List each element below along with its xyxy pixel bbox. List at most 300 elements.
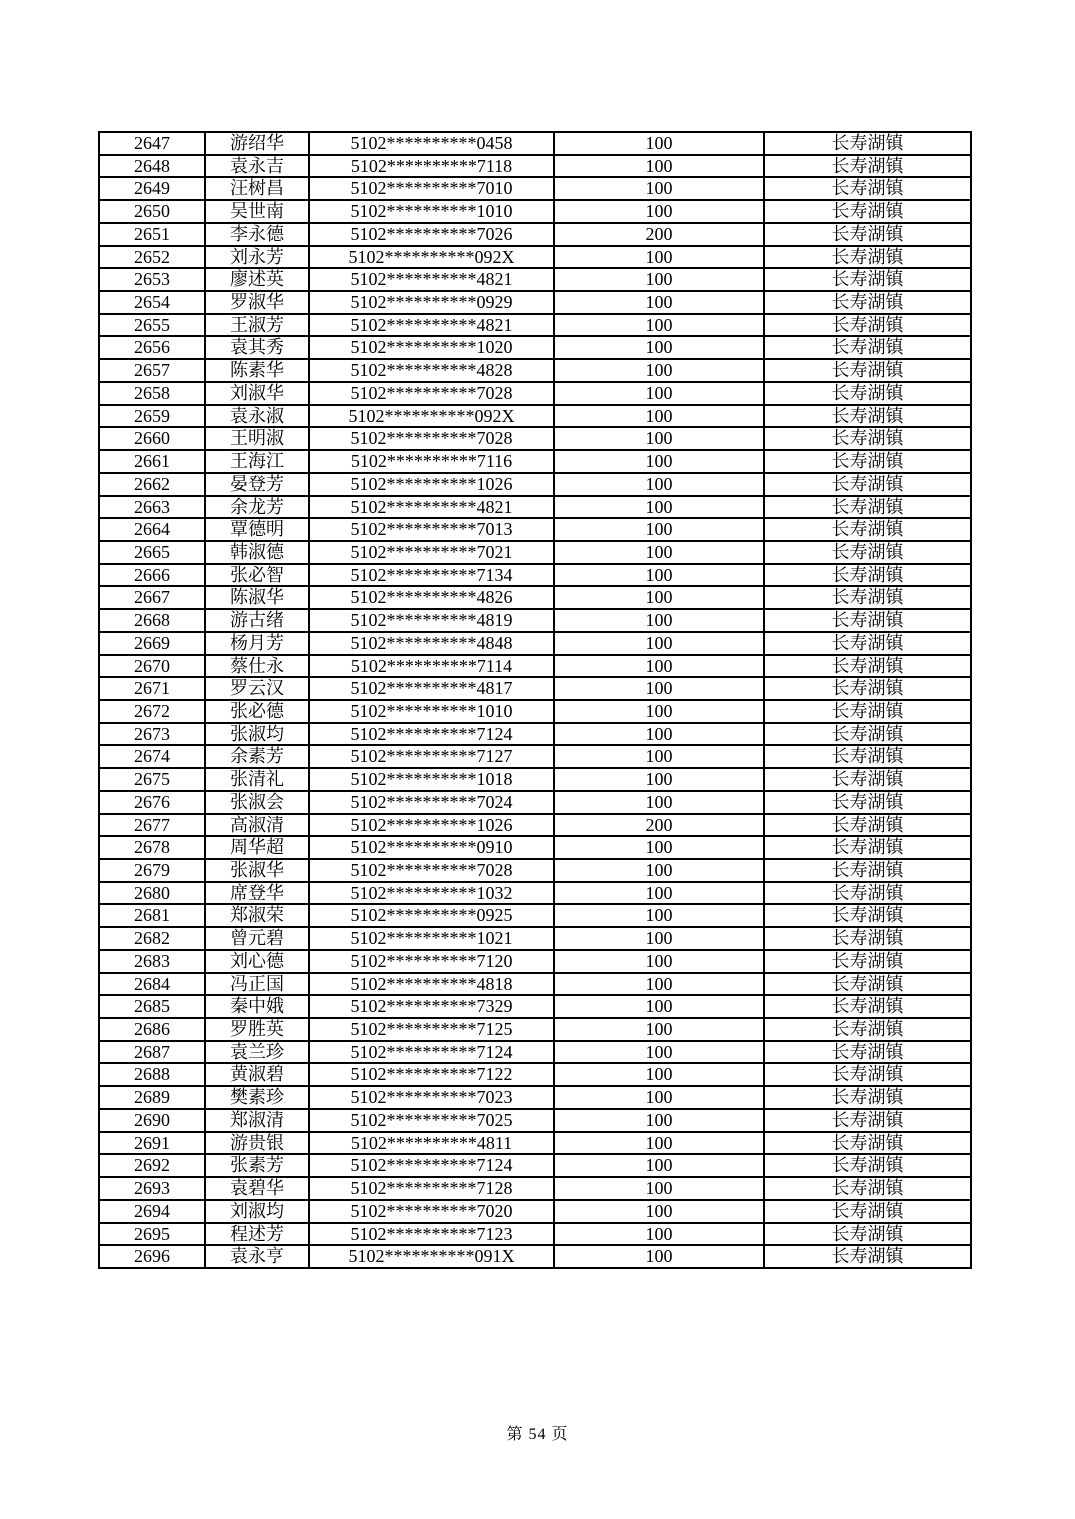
- cell-town-name: 长寿湖镇: [764, 1132, 971, 1155]
- cell-town-name: 长寿湖镇: [764, 609, 971, 632]
- cell-amount: 100: [554, 541, 764, 564]
- cell-id-number-masked: 5102**********7118: [309, 155, 554, 178]
- cell-id-number-masked: 5102**********7023: [309, 1086, 554, 1109]
- cell-row-number: 2693: [99, 1177, 205, 1200]
- cell-amount: 100: [554, 1245, 764, 1268]
- cell-amount: 100: [554, 768, 764, 791]
- cell-town-name: 长寿湖镇: [764, 632, 971, 655]
- cell-person-name: 刘永芳: [205, 246, 309, 269]
- cell-id-number-masked: 5102**********0910: [309, 836, 554, 859]
- cell-id-number-masked: 5102**********4828: [309, 359, 554, 382]
- cell-id-number-masked: 5102**********4848: [309, 632, 554, 655]
- cell-row-number: 2657: [99, 359, 205, 382]
- cell-amount: 100: [554, 836, 764, 859]
- cell-person-name: 游绍华: [205, 132, 309, 155]
- table-row: [99, 791, 971, 814]
- cell-id-number-masked: 5102**********7114: [309, 655, 554, 678]
- cell-row-number: 2683: [99, 950, 205, 973]
- cell-id-number-masked: 5102**********7028: [309, 427, 554, 450]
- cell-person-name: 曾元碧: [205, 927, 309, 950]
- cell-amount: 200: [554, 223, 764, 246]
- cell-row-number: 2678: [99, 836, 205, 859]
- cell-row-number: 2692: [99, 1154, 205, 1177]
- cell-amount: 100: [554, 632, 764, 655]
- cell-amount: 100: [554, 473, 764, 496]
- table-row: [99, 1177, 971, 1200]
- cell-town-name: 长寿湖镇: [764, 518, 971, 541]
- table-row: [99, 541, 971, 564]
- cell-person-name: 袁其秀: [205, 336, 309, 359]
- table-row: [99, 609, 971, 632]
- table-row: [99, 1223, 971, 1246]
- cell-person-name: 王淑芳: [205, 314, 309, 337]
- cell-row-number: 2696: [99, 1245, 205, 1268]
- cell-id-number-masked: 5102**********7120: [309, 950, 554, 973]
- cell-id-number-masked: 5102**********7124: [309, 723, 554, 746]
- cell-amount: 100: [554, 859, 764, 882]
- table-row: [99, 1041, 971, 1064]
- cell-person-name: 黄淑碧: [205, 1063, 309, 1086]
- cell-id-number-masked: 5102**********1010: [309, 700, 554, 723]
- cell-amount: 100: [554, 655, 764, 678]
- cell-row-number: 2676: [99, 791, 205, 814]
- cell-id-number-masked: 5102**********1020: [309, 336, 554, 359]
- cell-amount: 100: [554, 1109, 764, 1132]
- cell-person-name: 高淑清: [205, 814, 309, 837]
- cell-row-number: 2665: [99, 541, 205, 564]
- cell-town-name: 长寿湖镇: [764, 745, 971, 768]
- cell-person-name: 吴世南: [205, 200, 309, 223]
- cell-amount: 100: [554, 450, 764, 473]
- cell-town-name: 长寿湖镇: [764, 1154, 971, 1177]
- cell-row-number: 2677: [99, 814, 205, 837]
- cell-id-number-masked: 5102**********7124: [309, 1041, 554, 1064]
- cell-amount: 100: [554, 904, 764, 927]
- table-row: [99, 314, 971, 337]
- beneficiary-table-body: [99, 132, 971, 1268]
- cell-row-number: 2680: [99, 882, 205, 905]
- cell-town-name: 长寿湖镇: [764, 564, 971, 587]
- cell-amount: 100: [554, 496, 764, 519]
- cell-id-number-masked: 5102**********4818: [309, 973, 554, 996]
- cell-row-number: 2664: [99, 518, 205, 541]
- cell-row-number: 2671: [99, 677, 205, 700]
- cell-person-name: 余素芳: [205, 745, 309, 768]
- cell-amount: 100: [554, 973, 764, 996]
- cell-town-name: 长寿湖镇: [764, 1063, 971, 1086]
- cell-amount: 100: [554, 1018, 764, 1041]
- cell-id-number-masked: 5102**********7128: [309, 1177, 554, 1200]
- cell-town-name: 长寿湖镇: [764, 700, 971, 723]
- cell-amount: 100: [554, 200, 764, 223]
- cell-id-number-masked: 5102**********1026: [309, 814, 554, 837]
- table-row: [99, 564, 971, 587]
- cell-amount: 100: [554, 745, 764, 768]
- cell-amount: 100: [554, 155, 764, 178]
- cell-town-name: 长寿湖镇: [764, 541, 971, 564]
- cell-amount: 100: [554, 132, 764, 155]
- cell-town-name: 长寿湖镇: [764, 836, 971, 859]
- cell-amount: 100: [554, 700, 764, 723]
- cell-id-number-masked: 5102**********1021: [309, 927, 554, 950]
- cell-person-name: 张必智: [205, 564, 309, 587]
- table-row: [99, 859, 971, 882]
- cell-row-number: 2662: [99, 473, 205, 496]
- cell-amount: 100: [554, 564, 764, 587]
- cell-town-name: 长寿湖镇: [764, 1086, 971, 1109]
- cell-town-name: 长寿湖镇: [764, 268, 971, 291]
- cell-id-number-masked: 5102**********7122: [309, 1063, 554, 1086]
- cell-person-name: 袁兰珍: [205, 1041, 309, 1064]
- cell-row-number: 2681: [99, 904, 205, 927]
- cell-person-name: 席登华: [205, 882, 309, 905]
- cell-row-number: 2650: [99, 200, 205, 223]
- cell-person-name: 余龙芳: [205, 496, 309, 519]
- table-row: [99, 700, 971, 723]
- cell-person-name: 廖述英: [205, 268, 309, 291]
- table-row: [99, 836, 971, 859]
- table-row: [99, 155, 971, 178]
- cell-row-number: 2679: [99, 859, 205, 882]
- cell-town-name: 长寿湖镇: [764, 950, 971, 973]
- table-row: [99, 723, 971, 746]
- cell-person-name: 张淑会: [205, 791, 309, 814]
- cell-row-number: 2663: [99, 496, 205, 519]
- cell-row-number: 2649: [99, 177, 205, 200]
- cell-person-name: 陈淑华: [205, 586, 309, 609]
- cell-row-number: 2667: [99, 586, 205, 609]
- cell-person-name: 秦中娥: [205, 995, 309, 1018]
- cell-row-number: 2674: [99, 745, 205, 768]
- beneficiary-table-container: [98, 131, 970, 1269]
- cell-row-number: 2695: [99, 1223, 205, 1246]
- table-row: [99, 382, 971, 405]
- cell-person-name: 陈素华: [205, 359, 309, 382]
- table-row: [99, 904, 971, 927]
- cell-id-number-masked: 5102**********4811: [309, 1132, 554, 1155]
- table-row: [99, 427, 971, 450]
- cell-town-name: 长寿湖镇: [764, 336, 971, 359]
- table-row: [99, 1132, 971, 1155]
- cell-town-name: 长寿湖镇: [764, 973, 971, 996]
- table-row: [99, 291, 971, 314]
- cell-town-name: 长寿湖镇: [764, 291, 971, 314]
- cell-town-name: 长寿湖镇: [764, 1223, 971, 1246]
- cell-id-number-masked: 5102**********4826: [309, 586, 554, 609]
- cell-amount: 100: [554, 405, 764, 428]
- cell-town-name: 长寿湖镇: [764, 132, 971, 155]
- cell-row-number: 2653: [99, 268, 205, 291]
- cell-amount: 100: [554, 1063, 764, 1086]
- cell-row-number: 2689: [99, 1086, 205, 1109]
- cell-town-name: 长寿湖镇: [764, 882, 971, 905]
- cell-town-name: 长寿湖镇: [764, 904, 971, 927]
- cell-id-number-masked: 5102**********7024: [309, 791, 554, 814]
- cell-row-number: 2659: [99, 405, 205, 428]
- table-row: [99, 1154, 971, 1177]
- cell-id-number-masked: 5102**********7028: [309, 382, 554, 405]
- table-row: [99, 1200, 971, 1223]
- cell-amount: 100: [554, 336, 764, 359]
- cell-row-number: 2686: [99, 1018, 205, 1041]
- table-row: [99, 518, 971, 541]
- page-number-label: 第 54 页: [506, 1426, 569, 1443]
- cell-id-number-masked: 5102**********7134: [309, 564, 554, 587]
- cell-row-number: 2648: [99, 155, 205, 178]
- cell-row-number: 2651: [99, 223, 205, 246]
- table-row: [99, 950, 971, 973]
- table-row: [99, 814, 971, 837]
- cell-town-name: 长寿湖镇: [764, 768, 971, 791]
- cell-amount: 100: [554, 1086, 764, 1109]
- cell-person-name: 李永德: [205, 223, 309, 246]
- cell-town-name: 长寿湖镇: [764, 1245, 971, 1268]
- cell-amount: 100: [554, 995, 764, 1018]
- cell-town-name: 长寿湖镇: [764, 359, 971, 382]
- cell-person-name: 刘淑均: [205, 1200, 309, 1223]
- cell-id-number-masked: 5102**********0458: [309, 132, 554, 155]
- cell-person-name: 罗云汉: [205, 677, 309, 700]
- cell-town-name: 长寿湖镇: [764, 223, 971, 246]
- cell-amount: 100: [554, 723, 764, 746]
- cell-row-number: 2668: [99, 609, 205, 632]
- cell-id-number-masked: 5102**********4819: [309, 609, 554, 632]
- cell-person-name: 郑淑清: [205, 1109, 309, 1132]
- cell-person-name: 周华超: [205, 836, 309, 859]
- cell-person-name: 樊素珍: [205, 1086, 309, 1109]
- cell-town-name: 长寿湖镇: [764, 1177, 971, 1200]
- cell-person-name: 覃德明: [205, 518, 309, 541]
- table-row: [99, 496, 971, 519]
- cell-row-number: 2673: [99, 723, 205, 746]
- cell-row-number: 2682: [99, 927, 205, 950]
- cell-town-name: 长寿湖镇: [764, 405, 971, 428]
- table-row: [99, 359, 971, 382]
- cell-row-number: 2666: [99, 564, 205, 587]
- table-row: [99, 450, 971, 473]
- cell-person-name: 晏登芳: [205, 473, 309, 496]
- cell-town-name: 长寿湖镇: [764, 496, 971, 519]
- table-row: [99, 655, 971, 678]
- cell-town-name: 长寿湖镇: [764, 473, 971, 496]
- cell-town-name: 长寿湖镇: [764, 1041, 971, 1064]
- cell-person-name: 罗胜英: [205, 1018, 309, 1041]
- cell-id-number-masked: 5102**********4821: [309, 314, 554, 337]
- cell-amount: 100: [554, 246, 764, 269]
- cell-town-name: 长寿湖镇: [764, 450, 971, 473]
- cell-person-name: 汪树昌: [205, 177, 309, 200]
- cell-person-name: 罗淑华: [205, 291, 309, 314]
- cell-person-name: 张必德: [205, 700, 309, 723]
- cell-person-name: 王明淑: [205, 427, 309, 450]
- cell-id-number-masked: 5102**********091X: [309, 1245, 554, 1268]
- cell-town-name: 长寿湖镇: [764, 155, 971, 178]
- cell-row-number: 2687: [99, 1041, 205, 1064]
- cell-amount: 100: [554, 791, 764, 814]
- table-row: [99, 246, 971, 269]
- cell-id-number-masked: 5102**********7116: [309, 450, 554, 473]
- cell-amount: 100: [554, 1132, 764, 1155]
- cell-person-name: 张清礼: [205, 768, 309, 791]
- cell-amount: 100: [554, 609, 764, 632]
- cell-town-name: 长寿湖镇: [764, 1018, 971, 1041]
- cell-id-number-masked: 5102**********4821: [309, 496, 554, 519]
- cell-amount: 100: [554, 427, 764, 450]
- beneficiary-table: [98, 131, 972, 1269]
- table-row: [99, 882, 971, 905]
- table-row: [99, 223, 971, 246]
- table-row: [99, 200, 971, 223]
- cell-person-name: 袁碧华: [205, 1177, 309, 1200]
- cell-id-number-masked: 5102**********7124: [309, 1154, 554, 1177]
- cell-id-number-masked: 5102**********4817: [309, 677, 554, 700]
- cell-id-number-masked: 5102**********7125: [309, 1018, 554, 1041]
- cell-person-name: 韩淑德: [205, 541, 309, 564]
- cell-person-name: 程述芳: [205, 1223, 309, 1246]
- cell-amount: 100: [554, 359, 764, 382]
- cell-id-number-masked: 5102**********7021: [309, 541, 554, 564]
- cell-id-number-masked: 5102**********7028: [309, 859, 554, 882]
- cell-id-number-masked: 5102**********0925: [309, 904, 554, 927]
- cell-id-number-masked: 5102**********1026: [309, 473, 554, 496]
- cell-amount: 100: [554, 586, 764, 609]
- cell-amount: 100: [554, 1223, 764, 1246]
- cell-amount: 100: [554, 382, 764, 405]
- cell-person-name: 刘淑华: [205, 382, 309, 405]
- cell-town-name: 长寿湖镇: [764, 791, 971, 814]
- cell-id-number-masked: 5102**********7025: [309, 1109, 554, 1132]
- cell-town-name: 长寿湖镇: [764, 995, 971, 1018]
- cell-town-name: 长寿湖镇: [764, 655, 971, 678]
- cell-row-number: 2660: [99, 427, 205, 450]
- cell-row-number: 2688: [99, 1063, 205, 1086]
- table-row: [99, 768, 971, 791]
- table-row: [99, 632, 971, 655]
- table-row: [99, 745, 971, 768]
- cell-id-number-masked: 5102**********0929: [309, 291, 554, 314]
- cell-row-number: 2670: [99, 655, 205, 678]
- cell-town-name: 长寿湖镇: [764, 677, 971, 700]
- cell-amount: 100: [554, 677, 764, 700]
- cell-town-name: 长寿湖镇: [764, 314, 971, 337]
- cell-amount: 100: [554, 1041, 764, 1064]
- table-row: [99, 336, 971, 359]
- cell-person-name: 袁永吉: [205, 155, 309, 178]
- cell-person-name: 杨月芳: [205, 632, 309, 655]
- cell-id-number-masked: 5102**********7123: [309, 1223, 554, 1246]
- cell-amount: 100: [554, 291, 764, 314]
- cell-amount: 100: [554, 177, 764, 200]
- cell-amount: 100: [554, 268, 764, 291]
- cell-row-number: 2669: [99, 632, 205, 655]
- cell-town-name: 长寿湖镇: [764, 1109, 971, 1132]
- cell-person-name: 游贵银: [205, 1132, 309, 1155]
- cell-person-name: 王海江: [205, 450, 309, 473]
- table-row: [99, 973, 971, 996]
- cell-row-number: 2654: [99, 291, 205, 314]
- cell-person-name: 刘心德: [205, 950, 309, 973]
- cell-id-number-masked: 5102**********7026: [309, 223, 554, 246]
- cell-amount: 100: [554, 1200, 764, 1223]
- cell-row-number: 2661: [99, 450, 205, 473]
- table-row: [99, 927, 971, 950]
- cell-id-number-masked: 5102**********7013: [309, 518, 554, 541]
- cell-town-name: 长寿湖镇: [764, 382, 971, 405]
- cell-id-number-masked: 5102**********092X: [309, 405, 554, 428]
- table-row: [99, 677, 971, 700]
- cell-person-name: 蔡仕永: [205, 655, 309, 678]
- cell-person-name: 袁永亨: [205, 1245, 309, 1268]
- cell-row-number: 2685: [99, 995, 205, 1018]
- cell-town-name: 长寿湖镇: [764, 200, 971, 223]
- table-row: [99, 1086, 971, 1109]
- cell-row-number: 2658: [99, 382, 205, 405]
- cell-row-number: 2675: [99, 768, 205, 791]
- cell-amount: 200: [554, 814, 764, 837]
- table-row: [99, 177, 971, 200]
- table-row: [99, 586, 971, 609]
- cell-town-name: 长寿湖镇: [764, 246, 971, 269]
- cell-id-number-masked: 5102**********7020: [309, 1200, 554, 1223]
- cell-id-number-masked: 5102**********4821: [309, 268, 554, 291]
- cell-person-name: 张素芳: [205, 1154, 309, 1177]
- table-row: [99, 1063, 971, 1086]
- cell-row-number: 2691: [99, 1132, 205, 1155]
- cell-person-name: 张淑均: [205, 723, 309, 746]
- cell-row-number: 2690: [99, 1109, 205, 1132]
- cell-town-name: 长寿湖镇: [764, 427, 971, 450]
- cell-amount: 100: [554, 1177, 764, 1200]
- cell-id-number-masked: 5102**********1018: [309, 768, 554, 791]
- table-row: [99, 1245, 971, 1268]
- cell-amount: 100: [554, 882, 764, 905]
- cell-town-name: 长寿湖镇: [764, 586, 971, 609]
- cell-id-number-masked: 5102**********092X: [309, 246, 554, 269]
- cell-amount: 100: [554, 314, 764, 337]
- cell-town-name: 长寿湖镇: [764, 177, 971, 200]
- cell-id-number-masked: 5102**********1010: [309, 200, 554, 223]
- cell-row-number: 2652: [99, 246, 205, 269]
- cell-town-name: 长寿湖镇: [764, 814, 971, 837]
- table-row: [99, 132, 971, 155]
- cell-row-number: 2647: [99, 132, 205, 155]
- table-row: [99, 268, 971, 291]
- cell-id-number-masked: 5102**********7010: [309, 177, 554, 200]
- table-row: [99, 1109, 971, 1132]
- cell-id-number-masked: 5102**********1032: [309, 882, 554, 905]
- table-row: [99, 473, 971, 496]
- cell-amount: 100: [554, 927, 764, 950]
- cell-amount: 100: [554, 950, 764, 973]
- cell-row-number: 2694: [99, 1200, 205, 1223]
- cell-amount: 100: [554, 518, 764, 541]
- cell-person-name: 袁永淑: [205, 405, 309, 428]
- table-row: [99, 995, 971, 1018]
- cell-person-name: 郑淑荣: [205, 904, 309, 927]
- cell-town-name: 长寿湖镇: [764, 927, 971, 950]
- cell-amount: 100: [554, 1154, 764, 1177]
- cell-id-number-masked: 5102**********7127: [309, 745, 554, 768]
- cell-town-name: 长寿湖镇: [764, 1200, 971, 1223]
- cell-person-name: 冯正国: [205, 973, 309, 996]
- cell-town-name: 长寿湖镇: [764, 723, 971, 746]
- cell-person-name: 张淑华: [205, 859, 309, 882]
- cell-row-number: 2655: [99, 314, 205, 337]
- table-row: [99, 405, 971, 428]
- cell-person-name: 游古绪: [205, 609, 309, 632]
- cell-row-number: 2672: [99, 700, 205, 723]
- cell-row-number: 2684: [99, 973, 205, 996]
